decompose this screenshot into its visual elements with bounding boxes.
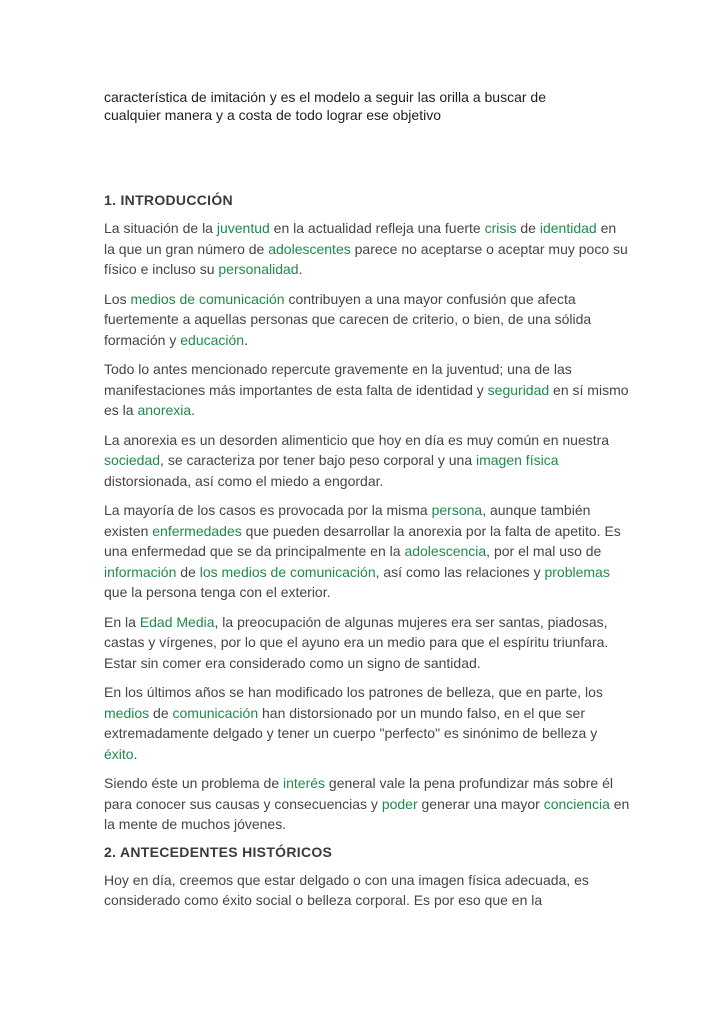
text-run: en la que un gran número de bbox=[104, 220, 617, 257]
text-run: , la preocupación de algunas mujeres era ser santas, piadosas, castas y vírgenes, por lo que el ayuno era un medio para que el espíritu triunfara. Estar sin comer era considerado como un signo de santidad. bbox=[104, 613, 609, 671]
text-run: La mayoría de los casos es provocada por la misma bbox=[104, 502, 432, 518]
text-run: de bbox=[149, 704, 173, 721]
inline-link[interactable]: enfermedades bbox=[152, 522, 242, 539]
text-run: que la persona tenga con el exterior. bbox=[104, 584, 331, 600]
text-run: que pueden desarrollar la anorexia por la falta de apetito. Es una enfermedad que se da principalmente en la bbox=[104, 522, 621, 559]
text-run: distorsionada, así como el miedo a engordar. bbox=[104, 472, 384, 489]
inline-link[interactable]: conciencia bbox=[543, 795, 610, 812]
text-run: en sí mismo es la bbox=[104, 381, 629, 418]
inline-link[interactable]: Edad Media bbox=[139, 613, 215, 630]
intro-line: característica de imitación y es el modelo a seguir las orilla a buscar de bbox=[104, 89, 546, 105]
intro-line: cualquier manera y a costa de todo lograr ese objetivo bbox=[104, 107, 441, 123]
inline-link[interactable]: educación bbox=[180, 331, 245, 348]
text-run: La situación de la bbox=[104, 220, 217, 236]
inline-link[interactable]: personalidad bbox=[218, 261, 299, 277]
inline-link[interactable]: crisis bbox=[484, 220, 517, 236]
text-run: . bbox=[133, 745, 138, 762]
text-run: , aunque también existen bbox=[104, 502, 591, 539]
inline-link[interactable]: los medios de comunicación bbox=[199, 563, 376, 580]
text-run: de bbox=[516, 220, 540, 236]
text-run: Siendo éste un problema de bbox=[104, 775, 284, 791]
inline-link[interactable]: anorexia bbox=[137, 402, 192, 418]
text-run: En los últimos años se han modificado los patrones de belleza, que en parte, los bbox=[104, 684, 603, 700]
text-run: , así como las relaciones y bbox=[375, 563, 545, 580]
paragraph bbox=[104, 500, 630, 603]
inline-link[interactable]: imagen física bbox=[476, 452, 559, 468]
text-run: . bbox=[244, 331, 248, 348]
document-page bbox=[104, 88, 630, 920]
inline-link[interactable]: interés bbox=[283, 775, 326, 791]
paragraph bbox=[104, 359, 630, 421]
inline-link[interactable]: adolescentes bbox=[268, 240, 351, 257]
text-run: La anorexia es un desorden alimenticio que hoy en día es muy común en nuestra bbox=[104, 431, 610, 448]
text-run: en la actualidad refleja una fuerte bbox=[269, 220, 485, 236]
text-run: Los bbox=[104, 290, 131, 307]
intro-text bbox=[104, 88, 630, 124]
text-run: en la mente de muchos jóvenes. bbox=[104, 795, 630, 832]
text-run: En la bbox=[104, 613, 140, 630]
text-run: de bbox=[176, 563, 200, 580]
section-heading-antecedentes: 2. ANTECEDENTES HISTÓRICOS bbox=[104, 843, 333, 860]
paragraph bbox=[104, 218, 630, 280]
paragraph bbox=[104, 870, 630, 911]
paragraph bbox=[104, 430, 630, 492]
section-heading-introduccion: 1. INTRODUCCIÓN bbox=[104, 192, 233, 208]
text-run: Todo lo antes mencionado repercute gravemente en la juventud; una de las manifestaciones más importantes de esta falta de identidad y bbox=[104, 361, 572, 398]
text-run: generar una mayor bbox=[417, 795, 544, 812]
paragraph bbox=[104, 289, 630, 351]
inline-link[interactable]: seguridad bbox=[487, 381, 550, 398]
inline-link[interactable]: poder bbox=[381, 795, 418, 812]
inline-link[interactable]: juventud bbox=[216, 220, 270, 236]
inline-link[interactable]: comunicación bbox=[172, 704, 259, 721]
inline-link[interactable]: medios de comunicación bbox=[130, 290, 285, 307]
text-run: Hoy en día, creemos que estar delgado o con una imagen física adecuada, es considerado como éxito social o belleza corporal. Es por eso que en la bbox=[104, 871, 589, 908]
inline-link[interactable]: adolescencia bbox=[404, 543, 487, 559]
inline-link[interactable]: éxito bbox=[104, 745, 134, 762]
paragraph bbox=[104, 773, 630, 835]
text-run: contribuyen a una mayor confusión que afecta fuertemente a aquellas personas que carecen de criterio, o bien, de una sólida formación y bbox=[104, 290, 592, 348]
text-run: . bbox=[298, 261, 303, 277]
text-run: han distorsionado por un mundo falso, en el que ser extremadamente delgado y tener un cuerpo "perfecto" es sinónimo de belleza y bbox=[104, 704, 598, 741]
inline-link[interactable]: información bbox=[104, 563, 177, 580]
inline-link[interactable]: identidad bbox=[539, 220, 597, 236]
inline-link[interactable]: persona bbox=[431, 502, 483, 518]
paragraph bbox=[104, 682, 630, 764]
text-run: parece no aceptarse o aceptar muy poco su físico e incluso su bbox=[104, 240, 628, 277]
paragraph bbox=[104, 612, 630, 674]
inline-link[interactable]: problemas bbox=[544, 563, 610, 580]
text-run: . bbox=[191, 402, 196, 418]
inline-link[interactable]: medios bbox=[104, 704, 150, 721]
inline-link[interactable]: sociedad bbox=[104, 452, 161, 468]
text-run: , se caracteriza por tener bajo peso corporal y una bbox=[160, 452, 476, 468]
text-run: general vale la pena profundizar más sobre él para conocer sus causas y consecuencias y bbox=[104, 775, 613, 812]
text-run: , por el mal uso de bbox=[486, 543, 602, 559]
section-introduccion-body bbox=[104, 218, 630, 835]
